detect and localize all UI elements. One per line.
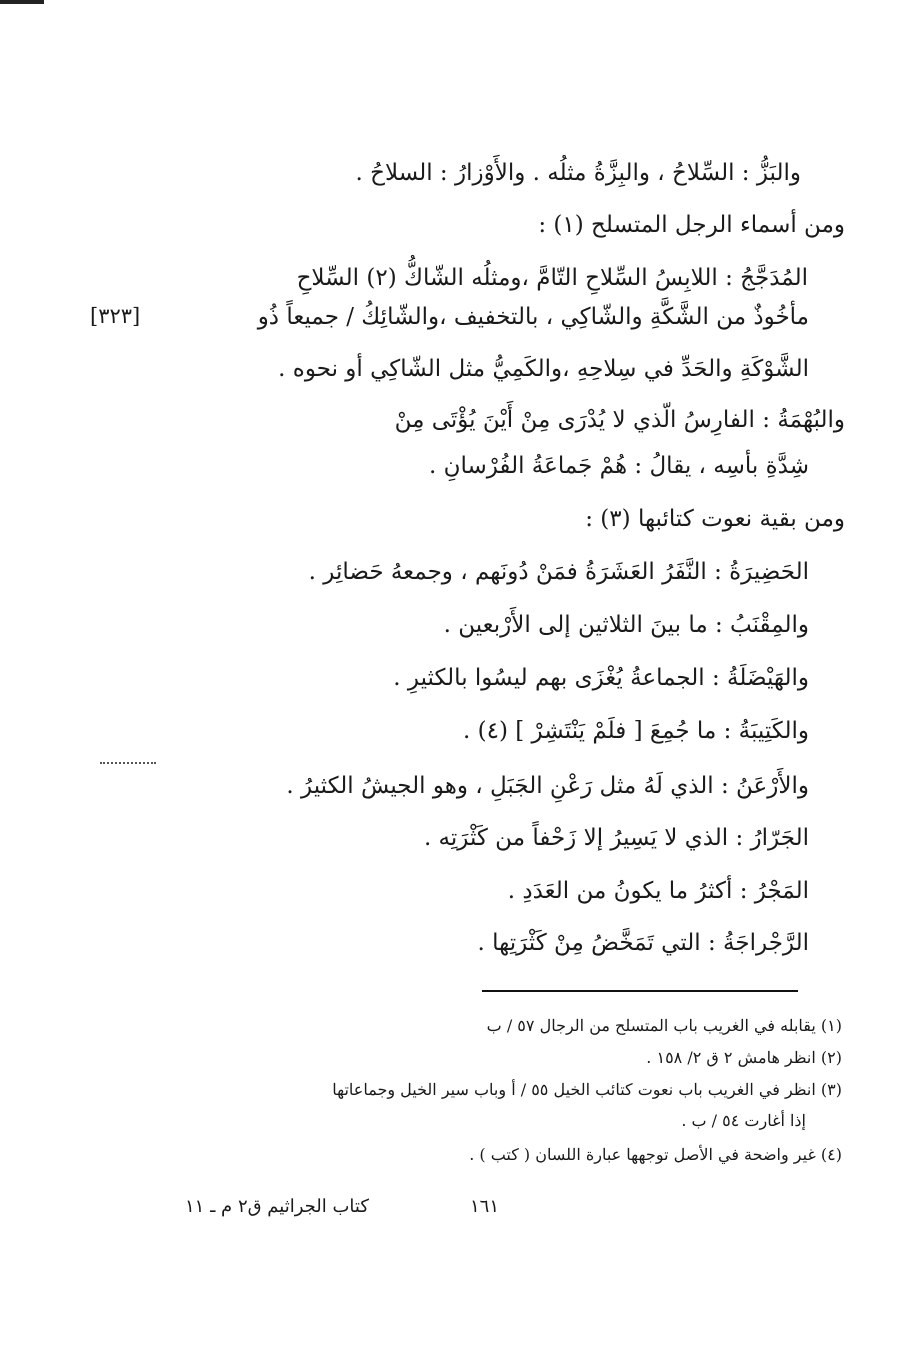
margin-dots: [100, 762, 156, 774]
text-line-2: ومن أسماء الرجل المتسلح (١) :: [538, 212, 845, 238]
text-line-3: المُدَجَّجُ : اللابِسُ السِّلاحِ التّامَّ ،ومثلُه الشّاكُّ (٢) السِّلاحِ: [296, 265, 808, 291]
text-line-15: المَجْرُ : أكثرُ ما يكونُ من العَدَدِ .: [507, 878, 809, 904]
text-line-5: الشَّوْكَةِ والحَدِّ في سِلاحِهِ ،والكَمِيُّ مثل الشّاكِي أو نحوه .: [278, 356, 809, 382]
footnote-1: (١) يقابله في الغريب باب المتسلح من الرجال ٥٧ / ب: [486, 1016, 842, 1035]
text-line-13: والأَرْعَنُ : الذي لَهُ مثل رَعْنِ الجَبَلِ ، وهو الجيشُ الكثيرُ .: [286, 773, 809, 799]
text-line-4: مأخُوذٌ من الشَّكَّةِ والشّاكِي ، بالتخفيف ،والشّائِكُ / جميعاً ذُو: [257, 304, 809, 330]
scan-edge-mark: [0, 0, 44, 4]
footnote-3: (٣) انظر في الغريب باب نعوت كتائب الخيل ٥٥ / أ وباب سير الخيل وجماعاتها: [332, 1080, 842, 1099]
text-line-9: الحَضِيرَةُ : النَّفَرُ العَشَرَةُ فمَنْ دُونَهم ، وجمعهُ حَضائِر .: [308, 559, 809, 585]
text-line-16: الرَّجْراجَةُ : التي تَمَخَّضُ مِنْ كَثْرَتِها .: [477, 930, 809, 956]
margin-page-reference: [٣٢٣]: [90, 304, 141, 328]
text-line-10: والمِقْنَبُ : ما بينَ الثلاثين إلى الأَرْبعين .: [443, 612, 809, 638]
footnote-4: (٤) غير واضحة في الأصل توجهها عبارة اللسان ( كتب ) .: [469, 1145, 842, 1164]
text-line-11: والهَيْضَلَةُ : الجماعةُ يُغْزَى بهم ليسُوا بالكثيرِ .: [393, 665, 809, 691]
page-number: ١٦١: [470, 1196, 500, 1217]
text-line-6: والبُهْمَةُ : الفارِسُ الّذي لا يُدْرَى مِنْ أَيْنَ يُؤْتَى مِنْ: [394, 407, 845, 433]
book-signature: كتاب الجراثيم ق٢ م ـ ١١: [185, 1196, 369, 1217]
text-line-14: الجَرّارُ : الذي لا يَسِيرُ إلا زَحْفاً من كَثْرَتِه .: [423, 825, 809, 851]
footnote-separator: [482, 990, 798, 992]
footnote-2: (٢) انظر هامش ٢ ق ٢/ ١٥٨ .: [646, 1048, 842, 1067]
text-line-7: شِدَّةِ بأسِه ، يقالُ : هُمْ جَماعَةُ الفُرْسانِ .: [428, 453, 809, 479]
text-line-8: ومن بقية نعوت كتائبها (٣) :: [585, 506, 845, 532]
footnote-3-continued: إذا أغارت ٥٤ / ب .: [681, 1111, 806, 1130]
text-line-1: والبَزُّ : السِّلاحُ ، والبِزَّةُ مثلُه . والأَوْزارُ : السلاحُ .: [355, 160, 801, 186]
text-line-12: والكَتِيبَةُ : ما جُمِعَ [ فلَمْ يَنْتَشِرْ ] (٤) .: [463, 718, 809, 744]
